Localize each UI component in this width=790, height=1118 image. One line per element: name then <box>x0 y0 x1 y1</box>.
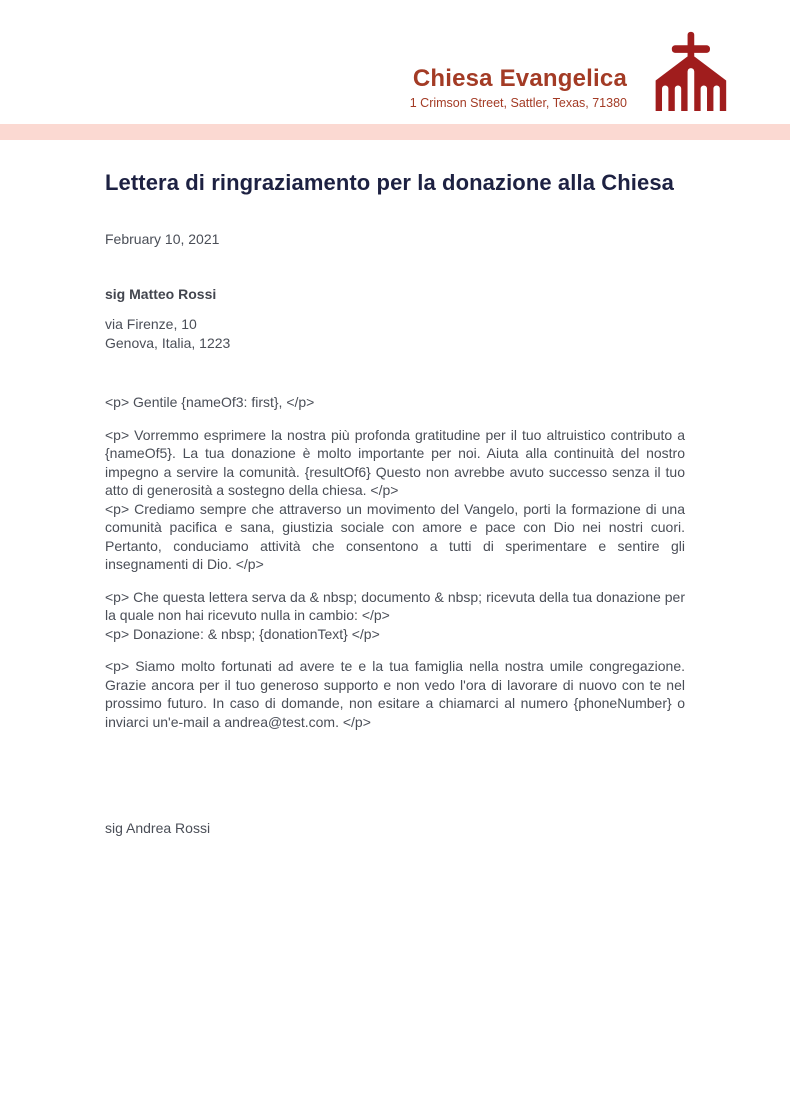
receipt-paragraph: <p> Che questa lettera serva da & nbsp; documento & nbsp; ricevuta della tua donazione per la quale non hai ricevuto nulla in cambio: </p> <box>105 588 685 623</box>
recipient-address-line1: via Firenze, 10 <box>105 316 197 332</box>
church-with-cross-icon <box>648 30 730 112</box>
donation-paragraph: <p> Donazione: & nbsp; {donationText} </p> <box>105 625 380 642</box>
recipient-address-line2: Genova, Italia, 1223 <box>105 334 231 351</box>
paragraph-group-receipt <box>105 588 685 644</box>
greeting-paragraph: <p> Gentile {nameOf3: first}, </p> <box>105 394 315 410</box>
letterhead <box>0 0 790 112</box>
recipient-name: sig Matteo Rossi <box>105 285 217 302</box>
paragraph-group-gratitude <box>105 426 685 574</box>
gratitude-paragraph: <p> Vorremmo esprimere la nostra più profonda gratitudine per il tuo altruistico contributo a {nameOf5}. La tua donazione è molto importante per noi. Aiuta alla continuità del nostro impegno a servire la comunità. {resultOf6} Questo non avrebbe avuto successo senza il tuo atto di generosità a sostegno della chiesa. </p> <box>105 426 685 498</box>
letter-title: Lettera di ringraziamento per la donazione alla Chiesa <box>105 170 674 195</box>
organization-name: Chiesa Evangelica <box>412 65 627 93</box>
mission-paragraph: <p> Crediamo sempre che attraverso un movimento del Vangelo, porti la formazione di una comunità pacifica e sana, giustizia sociale con amore e pace con Dio nei nostri cuori. Pertanto, conduciamo attività che consentono a tutti di sperimentare e sentire gli insegnamenti di Dio. </p> <box>105 500 685 572</box>
closing-paragraph: <p> Siamo molto fortunati ad avere te e la tua famiglia nella nostra umile congregazione. Grazie ancora per il tuo generoso supporto e non vedo l'ora di lavorare di nuovo con te nel prossimo futuro. In caso di domande, non esitare a chiamarci al numero {phoneNumber} o inviarci un'e-mail a andrea@test.com. </p> <box>105 658 685 730</box>
recipient-address <box>105 315 685 352</box>
letter-date: February 10, 2021 <box>105 231 220 247</box>
letter-body <box>105 393 685 731</box>
accent-band <box>0 124 790 140</box>
letter-content <box>105 170 685 838</box>
organization-address: 1 Crimson Street, Sattler, Texas, 71380 <box>409 96 627 110</box>
organization-text-block <box>410 65 627 112</box>
signature-name: sig Andrea Rossi <box>105 820 211 836</box>
